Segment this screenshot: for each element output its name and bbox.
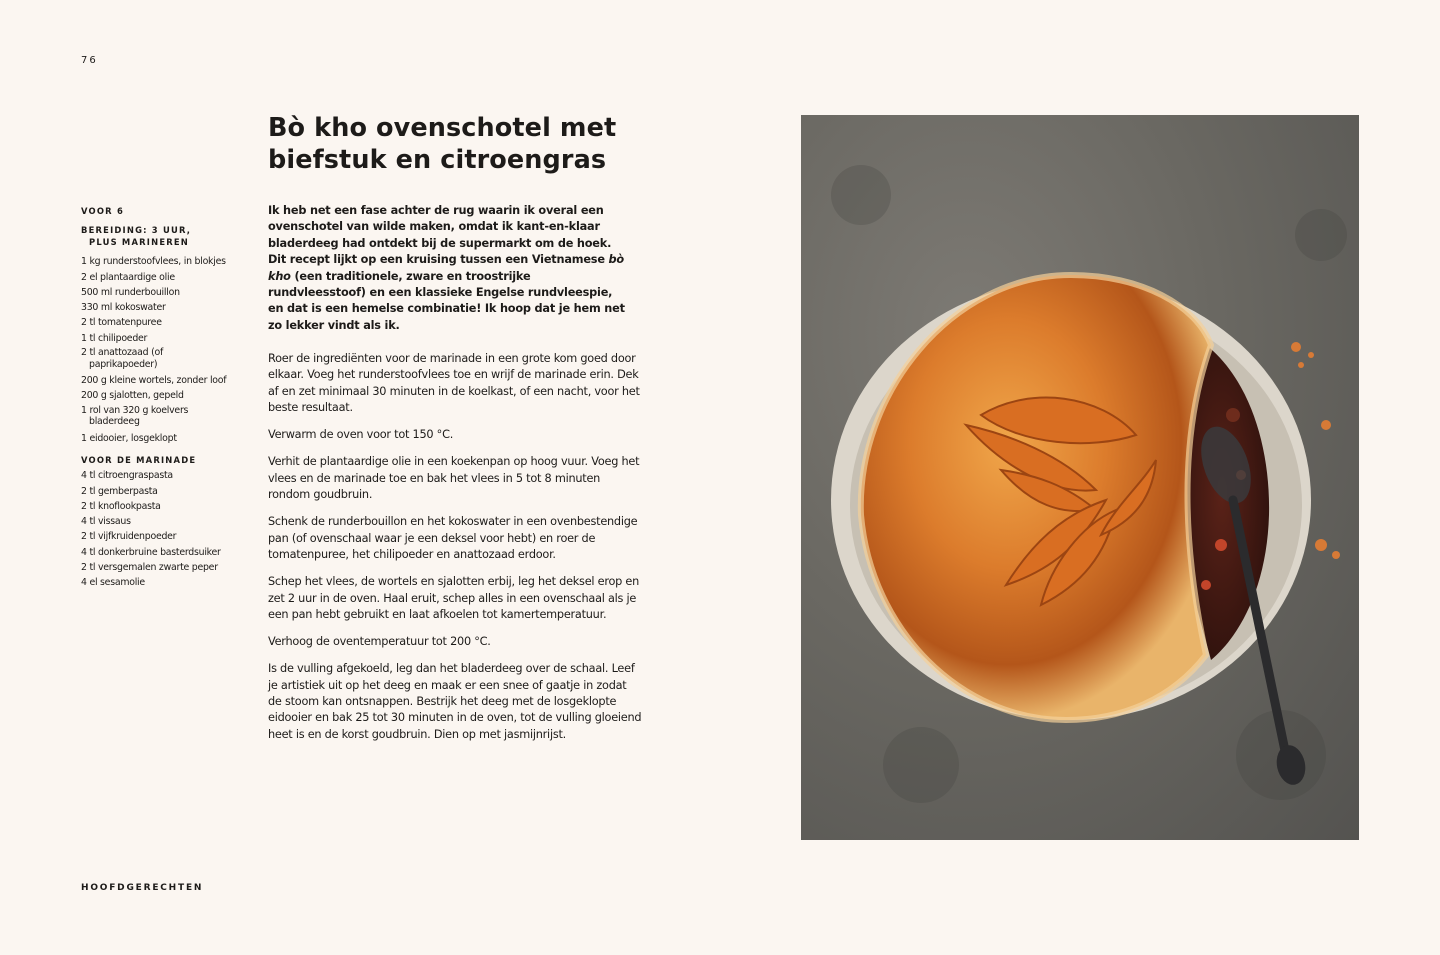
intro-text-after: (een traditionele, zware en troostrijke rundvleesstoof) en een klassieke Engelse rundvleespie, en dat is een hemelse combinatie! Ik hoop dat je hem net zo lekker vindt als ik. bbox=[268, 269, 625, 332]
marinade-list bbox=[81, 468, 251, 590]
recipe-intro bbox=[268, 203, 628, 334]
marinade-item: 4 tl donkerbruine basterdsuiker bbox=[81, 546, 221, 558]
chapter-footer: HOOFDGERECHTEN bbox=[81, 883, 204, 893]
pie-illustration bbox=[801, 115, 1359, 840]
ingredient-list bbox=[81, 254, 251, 446]
intro-text-before: Ik heb net een fase achter de rug waarin ik overal een ovenschotel van wilde maken, omdat ik kant-en-klaar bladerdeeg had ontdekt bij de supermarkt om de hoek. Dit recept lijkt op een kruising tussen een Vietnamese bbox=[268, 204, 612, 267]
servings-label: VOOR 6 bbox=[81, 206, 124, 216]
pie-photo bbox=[801, 115, 1359, 840]
method-steps bbox=[268, 351, 643, 754]
prep-time-line2: PLUS MARINEREN bbox=[89, 237, 190, 248]
marinade-item: 2 tl gemberpasta bbox=[81, 485, 158, 497]
prep-time-label bbox=[81, 224, 251, 248]
ingredient-item: 2 el plantaardige olie bbox=[81, 271, 175, 283]
ingredient-item: 2 tl tomatenpuree bbox=[81, 317, 162, 329]
marinade-item: 4 tl vissaus bbox=[81, 516, 131, 528]
ingredient-item: 1 tl chilipoeder bbox=[81, 332, 148, 344]
ingredients-sidebar bbox=[81, 204, 251, 591]
marinade-item: 2 tl vijfkruidenpoeder bbox=[81, 531, 177, 543]
ingredient-item: 1 kg runderstoofvlees, in blokjes bbox=[81, 256, 226, 268]
ingredient-item: 200 g sjalotten, gepeld bbox=[81, 390, 184, 402]
recipe-title-line2: biefstuk en citroengras bbox=[268, 145, 607, 175]
method-step: Schenk de runderbouillon en het kokoswater in een ovenbestendige pan (of ovenschaal waar je een deksel voor hebt) en roer de tomatenpuree, het chilipoeder en anattozaad erdoor. bbox=[268, 515, 638, 562]
recipe-title bbox=[268, 112, 688, 176]
ingredient-item: 1 rol van 320 g koelvers bladerdeeg bbox=[81, 404, 189, 428]
recipe-title-line1: Bò kho ovenschotel met bbox=[268, 113, 617, 143]
method-step: Schep het vlees, de wortels en sjalotten erbij, leg het deksel erop en zet 2 uur in de oven. Haal eruit, schep alles in een ovenschaal als je een pan hebt gebruikt en laat afkoelen tot kamertemperatuur. bbox=[268, 575, 640, 622]
marinade-item: 2 tl versgemalen zwarte peper bbox=[81, 562, 218, 574]
marinade-item: 4 el sesamolie bbox=[81, 577, 145, 589]
method-step: Roer de ingrediënten voor de marinade in een grote kom goed door elkaar. Voeg het runderstoofvlees toe en wrijf de marinade erin. Dek af en zet minimaal 30 minuten in de koelkast, of een nacht, voor het beste resultaat. bbox=[268, 352, 640, 415]
ingredient-item: 1 eidooier, losgeklopt bbox=[81, 432, 177, 444]
prep-time-line1: BEREIDING: 3 UUR, bbox=[81, 225, 192, 236]
intro-italic-term: bò kho bbox=[268, 253, 624, 283]
method-step: Verhoog de oventemperatuur tot 200 °C. bbox=[268, 635, 491, 649]
method-step: Verwarm de oven voor tot 150 °C. bbox=[268, 428, 454, 442]
method-step: Is de vulling afgekoeld, leg dan het bladerdeeg over de schaal. Leef je artistiek uit op het deeg en maak er een snee of gaatje in zodat de stoom kan ontsnappen. Bestrijk het deeg met de losgeklopte eidooier en bak 25 tot 30 minuten in de oven, tot de vulling gloeiend heet is en de korst goudbruin. Dien op met jasmijnrijst. bbox=[268, 662, 642, 741]
ingredient-item: 500 ml runderbouillon bbox=[81, 286, 180, 298]
ingredient-item: 330 ml kokoswater bbox=[81, 302, 166, 314]
marinade-item: 4 tl citroengraspasta bbox=[81, 470, 173, 482]
marinade-header: VOOR DE MARINADE bbox=[81, 454, 197, 465]
method-step: Verhit de plantaardige olie in een koekenpan op hoog vuur. Voeg het vlees en de marinade toe en bak het vlees in 5 tot 8 minuten rondom goudbruin. bbox=[268, 455, 640, 502]
marinade-item: 2 tl knoflookpasta bbox=[81, 500, 161, 512]
ingredient-item: 200 g kleine wortels, zonder loof bbox=[81, 375, 227, 387]
page-number: 76 bbox=[81, 55, 98, 66]
ingredient-item: 2 tl anattozaad (of paprikapoeder) bbox=[81, 347, 164, 370]
